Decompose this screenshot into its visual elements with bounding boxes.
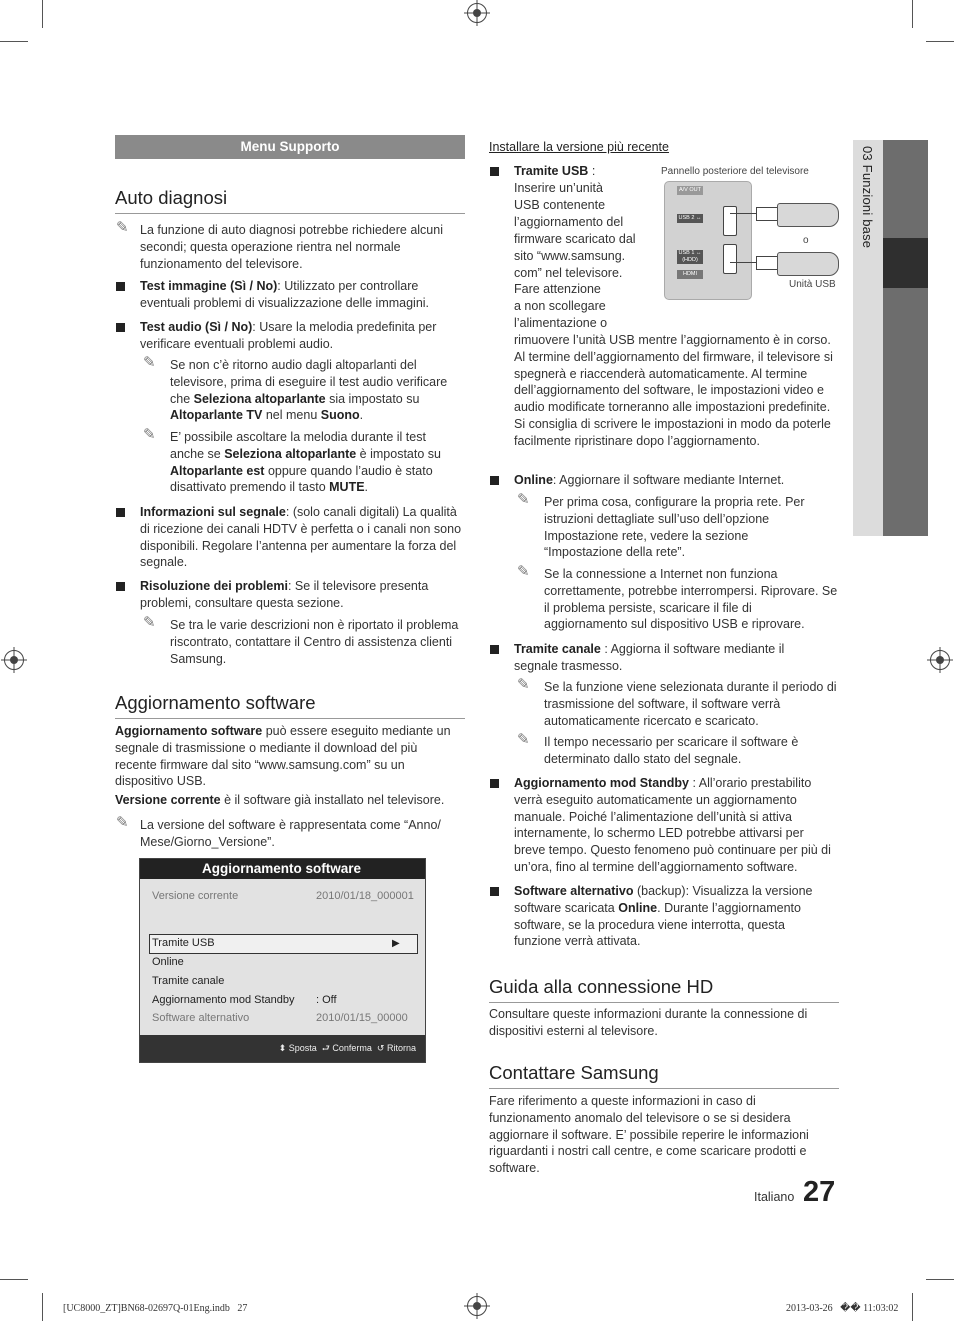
note-icon: ✎ [143, 426, 156, 443]
menu-item-online[interactable]: Online [152, 956, 184, 968]
usb-port-1 [723, 244, 737, 274]
bullet-icon [490, 645, 499, 654]
usb-line: Fare attenzione [514, 282, 601, 296]
versione-corrente-text: Versione corrente è il software già installato nel televisore. [115, 793, 445, 807]
note-icon: ✎ [116, 814, 129, 831]
registration-mark-icon [4, 650, 24, 670]
menu-item-tramite-canale[interactable]: Tramite canale [152, 975, 225, 987]
usb-drive-icon [777, 252, 839, 276]
tramite-canale-item: Tramite canale : Aggiorna il software mediante il segnale trasmesso. [514, 642, 785, 673]
test-immagine-item: Test immagine (Sì / No): Utilizzato per controllare eventuali problemi di visualizzazione delle immagini. [140, 279, 430, 310]
crop-mark [926, 1279, 954, 1280]
audio-note-1: Se non c’è ritorno audio dagli altoparlanti del televisore, prima di eseguire il test audio verificare che Seleziona altoparlante sia impostato su Altoparlante TV nel menu Suono. [170, 358, 448, 423]
software-update-menu [139, 858, 426, 1063]
current-version-value: 2010/01/18_000001 [316, 890, 414, 902]
crop-mark [42, 0, 43, 28]
menu-item-tramite-usb[interactable]: Tramite USB [152, 937, 215, 949]
sidebar-band [883, 140, 928, 238]
alt-version-value: 2010/01/15_00000 [316, 1012, 408, 1024]
usb-plug [756, 207, 778, 221]
canale-note-2: Il tempo necessario per scaricare il software è determinato dallo stato del segnale. [544, 735, 799, 766]
usb-line: firmware scaricato dal [514, 232, 636, 246]
crop-mark [0, 41, 28, 42]
usb-caption: Unità USB [789, 279, 836, 290]
connector-line [730, 213, 758, 214]
sidebar-band [883, 288, 928, 536]
versione-note: La versione del software è rappresentata come “Anno/ Mese/Giorno_Versione”. [140, 818, 441, 849]
note-icon: ✎ [143, 614, 156, 631]
menu-footer: ⬍ Sposta ⮐ Conferma ↺ Ritorna [140, 1035, 425, 1062]
registration-mark-icon [467, 3, 487, 23]
print-footer-right: 2013-03-26 �� 11:03:02 [786, 1303, 899, 1314]
canale-note-1: Se la funzione viene selezionata durante il periodo di trasmissione del software, il software verrà automaticamente ricercato e scaricato. [544, 680, 837, 728]
contact-text: Fare riferimento a queste informazioni in caso di funzionamento anomalo del televisore o se si desidera aggiornare il software. E’ possibile reperire le informazioni riguardanti i nostri call centre, e come scaricare prodotti e software. [489, 1094, 809, 1176]
print-footer-left: [UC8000_ZT]BN68-02697Q-01Eng.indb 27 [63, 1303, 248, 1314]
usb2-label: USB 2 ↔ [678, 215, 702, 221]
page-number: 27 [803, 1176, 836, 1208]
chapter-label: 03 Funzioni base [859, 146, 875, 249]
page-language: Italiano [754, 1190, 795, 1204]
or-label: o [803, 235, 809, 246]
risoluzione-note: Se tra le varie descrizioni non è riportato il problema riscontrato, contattare il Centro di assistenza clienti Samsung. [170, 618, 459, 666]
usb-rest: rimuovere l’unità USB mentre l’aggiornamento è in corso. Al termine dell’aggiornamento del firmware, il televisore si spegnerà e riaccenderà automaticamente. Al termine dell’aggiornamento del software, le impostazioni video e audio modificate torneranno alle impostazioni predefinite. Si consiglia di scrivere le impostazioni in modo da poterle facilmente ripristinare dopo l’aggiornamento. [514, 333, 833, 448]
bullet-icon [490, 779, 499, 788]
heading-aggiornamento-software: Aggiornamento software [115, 692, 465, 719]
note-icon: ✎ [517, 563, 530, 580]
menu-title: Aggiornamento software [140, 859, 425, 879]
connector-line [730, 262, 758, 263]
note-icon: ✎ [517, 676, 530, 693]
section-banner: Menu Supporto [115, 135, 465, 159]
crop-mark [912, 1293, 913, 1321]
bullet-icon [490, 476, 499, 485]
return-icon: ↺ [376, 1043, 385, 1053]
move-icon: ⬍ [278, 1043, 287, 1053]
hd-text: Consultare queste informazioni durante la connessione di dispositivi esterni al televisore. [489, 1007, 808, 1038]
tramite-usb-heading: Tramite USB : [514, 164, 596, 178]
menu-item-software-alternativo[interactable]: Software alternativo [152, 1012, 250, 1024]
registration-mark-icon [467, 1296, 487, 1316]
port-label: A/V OUT [678, 187, 701, 193]
usb-line: sito “www.samsung. [514, 249, 626, 263]
audio-note-2: E’ possibile ascoltare la melodia durante il test anche se Seleziona altoparlante è impostato su Altoparlante est oppure quando l’audio è stato disattivato premendo il tasto MUTE. [170, 430, 441, 495]
usb-line: Inserire un’unità [514, 181, 603, 195]
note-icon: ✎ [143, 354, 156, 371]
standby-item: Aggiornamento mod Standby : All’orario prestabilito verrà eseguito automaticamente un aggiornamento manuale. Poiché l’alimentazione dell’unità si attiva internamente, lo schermo LED potrebbe attivarsi per breve tempo. Questo fenomeno può continuare per più di un’ora, fino al termine dell’aggiornamento software. [514, 776, 831, 874]
panel-caption: Pannello posteriore del televisore [661, 166, 809, 177]
standby-value: : Off [316, 994, 337, 1006]
crop-mark [912, 0, 913, 28]
usb-line: com” nel televisore. [514, 266, 623, 280]
registration-mark-icon [930, 650, 950, 670]
test-audio-item: Test audio (Sì / No): Usare la melodia predefinita per verificare eventuali problemi audio. [140, 320, 437, 351]
heading-auto-diagnosi: Auto diagnosi [115, 187, 465, 214]
bullet-icon [490, 167, 499, 176]
usb1-label: USB 1 ↔ (HDD) [678, 250, 702, 263]
usb-line: l’alimentazione o [514, 316, 608, 330]
bullet-icon [116, 323, 125, 332]
crop-mark [42, 1293, 43, 1321]
heading-contattare-samsung: Contattare Samsung [489, 1062, 839, 1089]
bullet-icon [116, 508, 125, 517]
auto-note: La funzione di auto diagnosi potrebbe richiedere alcuni secondi; questa operazione rientra nel normale funzionamento del televisore. [140, 223, 443, 271]
crop-mark [0, 1279, 28, 1280]
tv-back-panel-illustration [664, 181, 752, 300]
enter-icon: ⮐ [321, 1043, 330, 1053]
port-label: HDMI [677, 270, 703, 279]
software-alternativo-item: Software alternativo (backup): Visualizza la versione software scaricata Online. Durante l’aggiornamento software, se la procedura viene interrotta, questa funzione verrà attivata. [514, 884, 813, 949]
bullet-icon [116, 582, 125, 591]
online-note-1: Per prima cosa, configurare la propria rete. Per istruzioni dettagliate sull’uso dell’opzione Impostazione rete, vedere la sezione “Impostazione della rete”. [544, 495, 805, 560]
current-version-label: Versione corrente [152, 890, 239, 902]
usb-port-2 [723, 206, 737, 236]
usb-line: l’aggiornamento del [514, 215, 624, 229]
risoluzione-item: Risoluzione dei problemi: Se il televisore presenta problemi, consultare questa sezione. [140, 579, 429, 610]
info-segnale-item: Informazioni sul segnale: (solo canali digitali) La qualità di ricezione dei canali HDTV è perfetta o i canali non sono disponibili. Regolare l’antenna per aumentare la forza del segnale. [140, 505, 462, 570]
usb-line: USB contenente [514, 198, 606, 212]
bullet-icon [490, 887, 499, 896]
usb-plug [756, 256, 778, 270]
play-arrow-icon: ▶ [392, 938, 400, 949]
note-icon: ✎ [517, 731, 530, 748]
usb-drive-icon [777, 203, 839, 227]
note-icon: ✎ [517, 491, 530, 508]
note-icon: ✎ [116, 219, 129, 236]
heading-guida-hd: Guida alla connessione HD [489, 976, 839, 1003]
software-intro: Aggiornamento software può essere eseguito mediante un segnale di trasmissione o mediante il download del più recente firmware dal sito “www.samsung.com” su un dispositivo USB. [115, 724, 451, 789]
bullet-icon [116, 282, 125, 291]
usb-line: a non scollegare [514, 299, 606, 313]
install-title: Installare la versione più recente [489, 140, 669, 154]
sidebar-band-active [883, 238, 928, 288]
online-note-2: Se la connessione a Internet non funziona correttamente, potrebbe interrompersi. Riprovare. Se il problema persiste, scaricare il file di aggiornamento sul dispositivo USB e riprovare. [544, 567, 838, 632]
crop-mark [926, 41, 954, 42]
online-item: Online: Aggiornare il software mediante Internet. [514, 473, 785, 487]
menu-item-standby[interactable]: Aggiornamento mod Standby [152, 994, 295, 1006]
